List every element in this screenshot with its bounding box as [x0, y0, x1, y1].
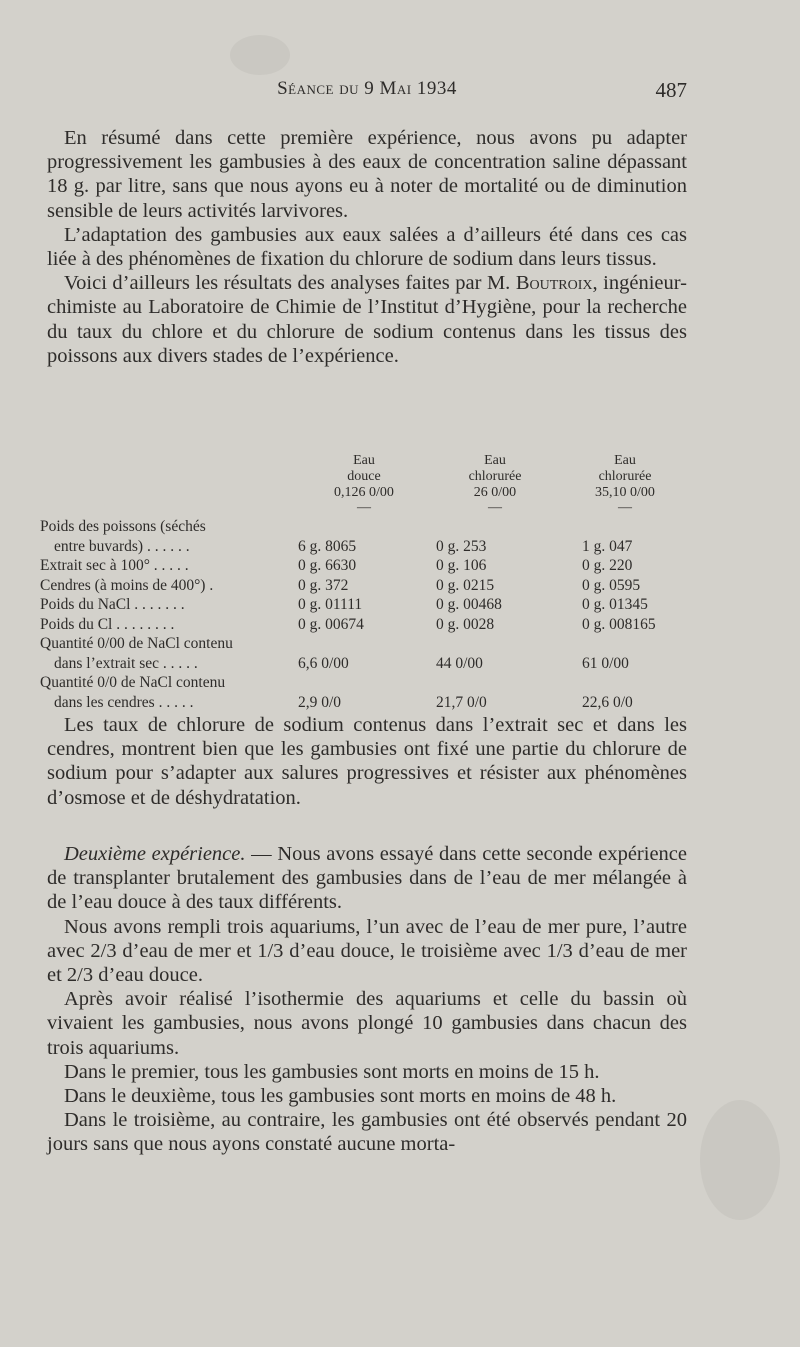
column-header-fresh-water: Eau douce 0,126 0/00: [334, 453, 394, 500]
column-header-salted-26: Eau chlorurée 26 0/00: [468, 453, 522, 500]
analysis-intro-before: Voici d’ailleurs les résultats des analyses faites par M.: [64, 272, 516, 295]
cell-value: 0 g. 00468: [436, 596, 502, 613]
cell-value: 0 g. 01345: [582, 596, 648, 613]
analysis-intro-after: , ingénieur-chimiste au Laboratoire de Chimie de l’Institut d’Hygiène, pour la recherche du taux du chlore et du chlorure de sodium contenus dans les tissus des poissons aux divers stades de l’expérience.: [47, 272, 687, 367]
row-label: Extrait sec à 100° . . . . .: [40, 557, 189, 574]
cell-value: 0 g. 220: [582, 557, 633, 574]
paper-stain: [700, 1100, 780, 1220]
table-row: [40, 556, 690, 576]
page-header: [47, 78, 687, 108]
paper-stain: [230, 35, 290, 75]
paragraph: L’adaptation des gambusies aux eaux salées a d’ailleurs été dans ces cas liée à des phénomènes de fixation du chlorure de sodium dans leurs tissus.: [47, 223, 687, 271]
row-label: Poids des poissons (séchés entre buvards) . . . . . .: [40, 518, 206, 555]
paragraph: Les taux de chlorure de sodium contenus dans l’extrait sec et dans les cendres, montrent bien que les gambusies ont fixé une partie du chlorure de sodium pour s’adapter aux salures progressives et résister aux phénomènes d’osmose et de déshydratation.: [47, 714, 687, 809]
table-row: [40, 517, 690, 556]
second-experiment-text: [47, 842, 687, 1157]
chemist-name: Boutroix: [515, 272, 593, 295]
column-dash: —: [357, 500, 371, 515]
paragraph: Après avoir réalisé l’isothermie des aquariums et celle du bassin où vivaient les gambusies, nous avons plongé 10 gambusies dans chacun des trois aquariums.: [47, 988, 687, 1059]
running-title: Séance du 9 Mai 1934: [277, 78, 457, 99]
table-row: [40, 673, 690, 712]
row-label: Cendres (à moins de 400°) .: [40, 576, 214, 594]
section-heading-rest: — Nous avons essayé dans cette seconde expérience de transplanter brutalement des gambusies dans de l’eau de mer mélangée à de l’eau douce à des taux différents.: [47, 843, 688, 914]
cell-value: 1 g. 047: [582, 537, 633, 555]
cell-value: 0 g. 6630: [298, 557, 357, 574]
cell-value: 0 g. 106: [436, 557, 487, 574]
cell-value: 22,6 0/0: [582, 693, 633, 711]
paragraph: Dans le troisième, au contraire, les gambusies ont été observés pendant 20 jours sans que nous ayons constaté aucune morta-: [47, 1109, 687, 1156]
cell-value: 0 g. 008165: [582, 615, 656, 633]
cell-value: 0 g. 0215: [436, 576, 495, 594]
row-label: Quantité 0/0 de NaCl contenu dans les cendres . . . . .: [40, 674, 226, 711]
cell-value: 0 g. 0595: [582, 576, 641, 594]
cell-value: 61 0/00: [582, 654, 629, 672]
column-dash: —: [488, 500, 502, 515]
cell-value: 44 0/00: [436, 654, 483, 672]
cell-value: 0 g. 01111: [298, 596, 363, 613]
cell-value: 6 g. 8065: [298, 537, 357, 555]
table-row: [40, 634, 690, 673]
column-header-salted-35: Eau chlorurée 35,10 0/00: [595, 453, 655, 500]
cell-value: 0 g. 372: [298, 576, 349, 594]
analysis-table: [40, 453, 690, 712]
table-row: [40, 576, 690, 596]
cell-value: 21,7 0/0: [436, 693, 487, 711]
row-label: Quantité 0/00 de NaCl contenu dans l’extrait sec . . . . .: [40, 635, 233, 672]
table-row: [40, 595, 690, 615]
cell-value: 0 g. 00674: [298, 615, 364, 633]
analysis-intro-paragraph: [47, 271, 687, 368]
cell-value: 6,6 0/00: [298, 654, 349, 672]
section-paragraph: [47, 842, 687, 915]
intro-text: [47, 126, 687, 368]
column-dash: —: [618, 500, 632, 515]
cell-value: 0 g. 253: [436, 537, 487, 555]
page-number: 487: [655, 78, 687, 102]
paragraph: Nous avons rempli trois aquariums, l’un avec de l’eau de mer pure, l’autre avec 2/3 d’eau de mer et 1/3 d’eau douce, le troisième avec 1/3 d’eau de mer et 2/3 d’eau douce.: [47, 915, 687, 987]
conclusion-text: [47, 713, 687, 810]
paragraph: En résumé dans cette première expérience, nous avons pu adapter progressivement les gambusies à des eaux de concentration saline dépassant 18 g. par litre, sans que nous ayons eu à noter de mortalité ou de diminution sensible de leurs activités larvivores.: [47, 127, 687, 222]
paragraph: Dans le deuxième, tous les gambusies sont morts en moins de 48 h.: [64, 1085, 617, 1108]
table-header-row: [40, 453, 690, 501]
paragraph: Dans le premier, tous les gambusies sont morts en moins de 15 h.: [64, 1060, 600, 1083]
row-label: Poids du Cl . . . . . . . .: [40, 615, 175, 633]
row-label: Poids du NaCl . . . . . . .: [40, 596, 185, 613]
table-dash-row: [40, 501, 690, 517]
table-row: [40, 615, 690, 635]
section-heading: Deuxième expérience.: [64, 843, 246, 865]
cell-value: 2,9 0/0: [298, 693, 342, 711]
cell-value: 0 g. 0028: [436, 615, 495, 633]
